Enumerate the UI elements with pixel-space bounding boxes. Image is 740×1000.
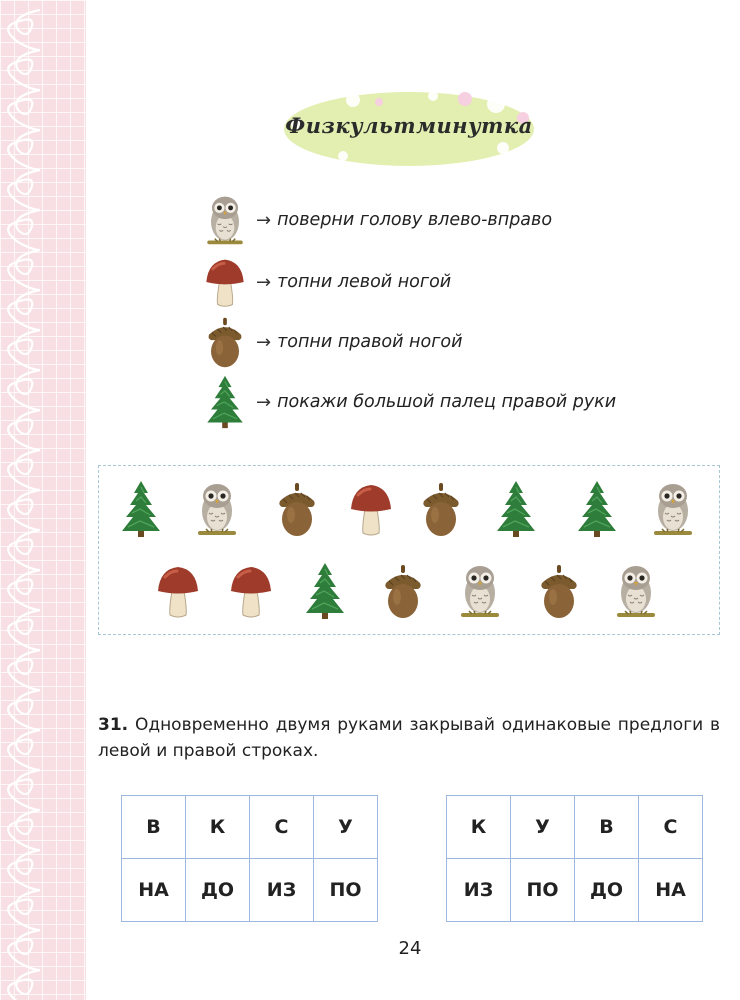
table-cell[interactable]: ПО xyxy=(511,859,575,922)
table-row xyxy=(122,859,378,922)
fir-tree-icon xyxy=(302,560,348,622)
legend-text: поверни голову влево-вправо xyxy=(277,210,553,230)
legend-item-fir-tree xyxy=(200,372,616,432)
arrow-icon: → xyxy=(256,391,272,413)
table-cell[interactable]: ИЗ xyxy=(250,859,314,922)
table-row xyxy=(447,859,703,922)
acorn-icon xyxy=(200,314,250,370)
left-prepositions-table xyxy=(121,795,378,922)
acorn-icon xyxy=(536,560,582,622)
owl-icon xyxy=(613,560,659,622)
mushroom-icon xyxy=(155,560,201,622)
table-cell[interactable]: С xyxy=(250,796,314,859)
table-cell[interactable]: С xyxy=(639,796,703,859)
owl-icon xyxy=(194,478,240,540)
acorn-icon xyxy=(274,478,320,540)
acorn-icon xyxy=(380,560,426,622)
table-cell[interactable]: В xyxy=(122,796,186,859)
page-number: 24 xyxy=(398,938,422,959)
table-cell[interactable]: К xyxy=(186,796,250,859)
legend-item-mushroom xyxy=(200,252,451,312)
table-cell[interactable]: ПО xyxy=(314,859,378,922)
fir-tree-icon xyxy=(200,374,250,430)
fir-tree-icon xyxy=(493,478,539,540)
exercise-31 xyxy=(98,712,720,764)
table-row xyxy=(447,796,703,859)
arrow-icon: → xyxy=(256,209,272,231)
table-cell[interactable]: НА xyxy=(122,859,186,922)
exercise-text: Одновременно двумя руками закрывай одинаковые предлоги в левой и правой строках. xyxy=(98,715,720,761)
table-cell[interactable]: В xyxy=(575,796,639,859)
table-cell[interactable]: НА xyxy=(639,859,703,922)
legend-text: покажи большой палец правой руки xyxy=(277,392,617,412)
table-cell[interactable]: ДО xyxy=(186,859,250,922)
table-cell[interactable]: К xyxy=(447,796,511,859)
legend-text: топни левой ногой xyxy=(277,272,452,292)
table-cell[interactable]: У xyxy=(511,796,575,859)
table-cell[interactable]: У xyxy=(314,796,378,859)
exercise-number: 31. xyxy=(98,715,129,735)
page-title: Физкультминутка xyxy=(285,113,533,138)
mushroom-icon xyxy=(348,478,394,540)
fir-tree-icon xyxy=(574,478,620,540)
arrow-icon: → xyxy=(256,271,272,293)
legend-item-owl xyxy=(200,190,552,250)
owl-icon xyxy=(457,560,503,622)
owl-icon xyxy=(650,478,696,540)
legend-item-acorn xyxy=(200,312,462,372)
arrow-icon: → xyxy=(256,331,272,353)
right-prepositions-table xyxy=(446,795,703,922)
table-cell[interactable]: ДО xyxy=(575,859,639,922)
owl-icon xyxy=(200,192,250,248)
table-cell[interactable]: ИЗ xyxy=(447,859,511,922)
fir-tree-icon xyxy=(118,478,164,540)
decorative-loops xyxy=(0,0,52,1000)
table-row xyxy=(122,796,378,859)
mushroom-icon xyxy=(200,254,250,310)
legend-text: топни правой ногой xyxy=(277,332,463,352)
mushroom-icon xyxy=(228,560,274,622)
acorn-icon xyxy=(418,478,464,540)
